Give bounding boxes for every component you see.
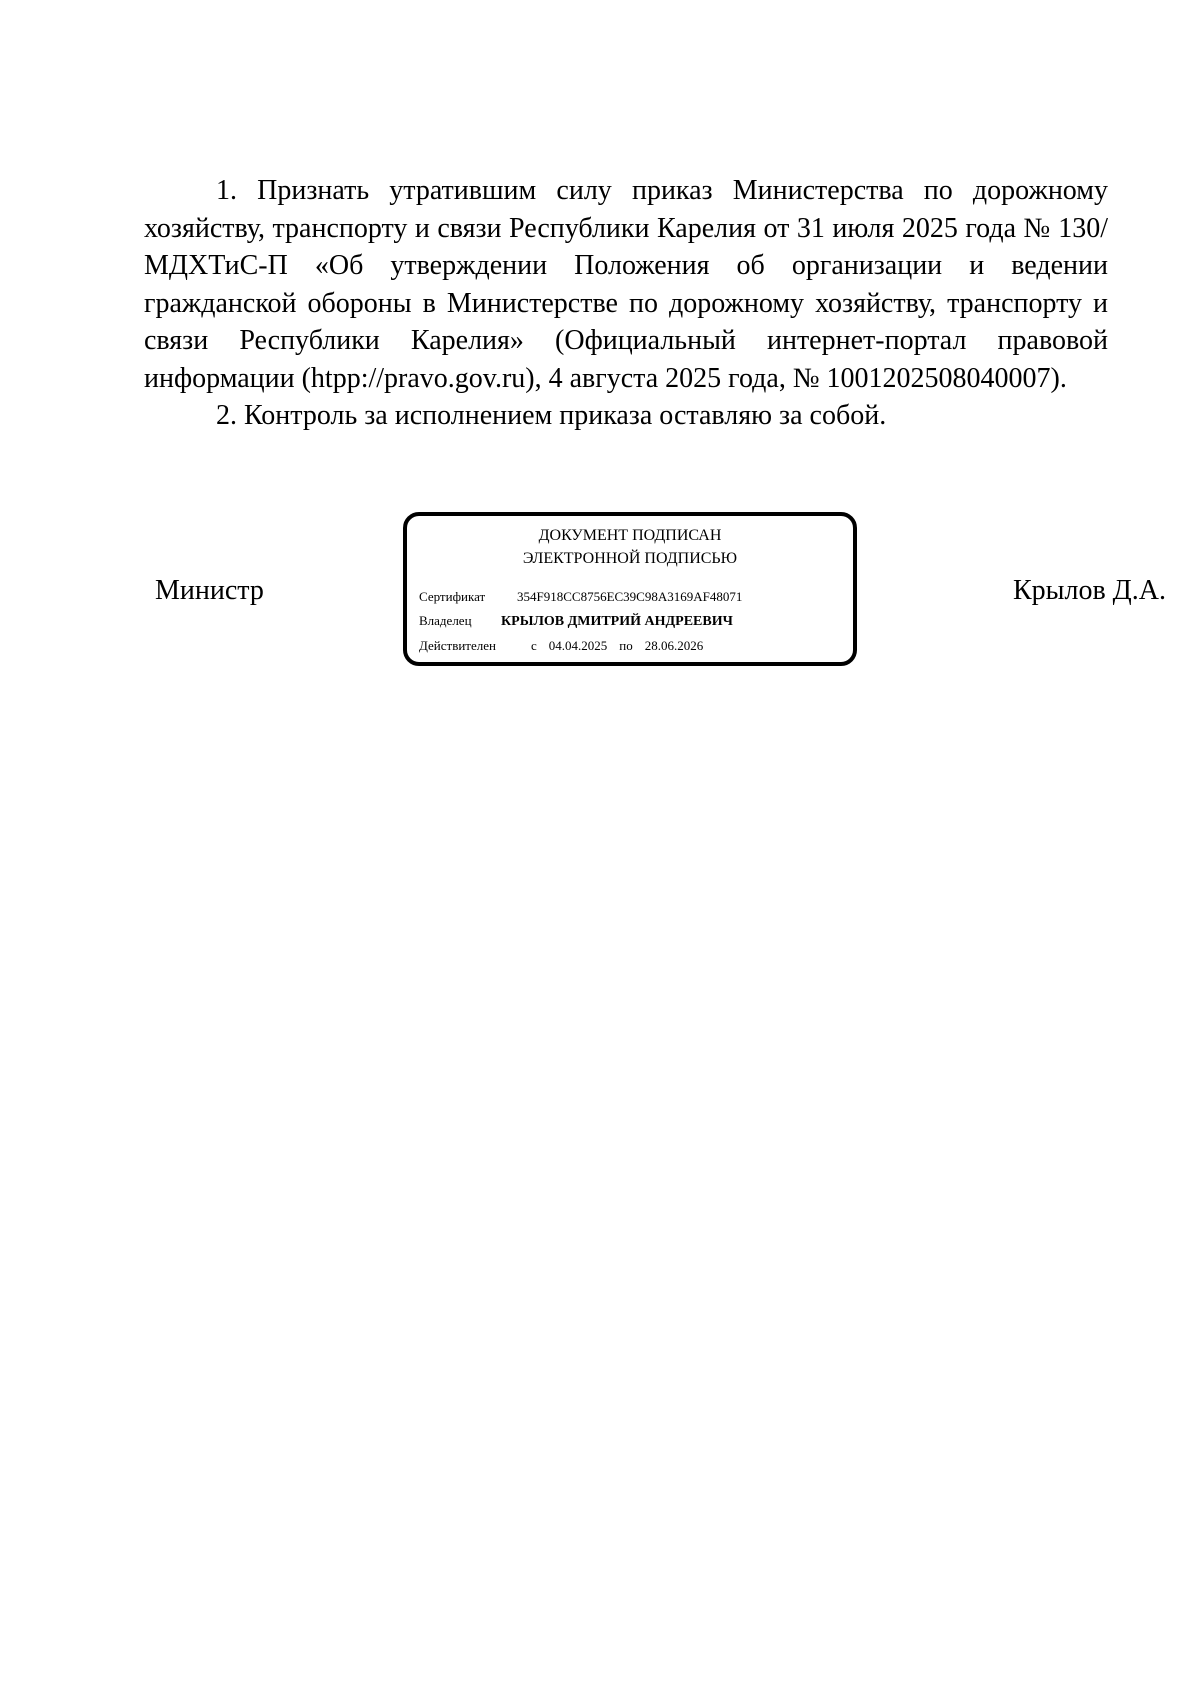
stamp-valid-from-prefix: с xyxy=(531,638,537,653)
stamp-owner-value: КРЫЛОВ ДМИТРИЙ АНДРЕЕВИЧ xyxy=(501,614,733,629)
stamp-owner-row xyxy=(419,612,733,631)
signer-title: Министр xyxy=(155,575,264,606)
stamp-valid-label: Действителен xyxy=(419,638,496,653)
stamp-certificate-label: Сертификат xyxy=(419,589,486,604)
stamp-valid-from: 04.04.2025 xyxy=(548,638,608,653)
stamp-valid-to: 28.06.2026 xyxy=(644,638,704,653)
stamp-heading-line-1: ДОКУМЕНТ ПОДПИСАН xyxy=(538,527,722,544)
stamp-owner-label: Владелец xyxy=(419,613,472,628)
stamp-certificate-value: 354F918CC8756EC39C98A3169AF48071 xyxy=(517,589,743,604)
paragraph-2: 2. Контроль за исполнением приказа оставляю за собой. xyxy=(216,400,887,431)
stamp-heading-line-2: ЭЛЕКТРОННОЙ ПОДПИСЬЮ xyxy=(522,550,738,567)
stamp-valid-to-prefix: по xyxy=(619,638,633,653)
signer-name: Крылов Д.А. xyxy=(1012,575,1166,606)
stamp-validity-row xyxy=(419,637,703,655)
document-body xyxy=(144,172,1108,435)
electronic-signature-stamp xyxy=(403,512,857,666)
stamp-certificate-row xyxy=(419,588,742,606)
signature-block xyxy=(0,512,1200,672)
paragraph-1: 1. Признать утратившим силу приказ Министерства по дорожному хозяйству, транспорту и связи Республики Карелия от 31 июля 2025 года № 130/МДХТиС-П «Об утверждении Положения об организации и ведении гражданской обороны в Министерстве по дорожному хозяйству, транспорту и связи Республики Карелия» (Официальный интернет-портал правовой информации (htpp://pravo.gov.ru), 4 августа 2025 года, № 1001202508040007). xyxy=(144,175,1108,394)
